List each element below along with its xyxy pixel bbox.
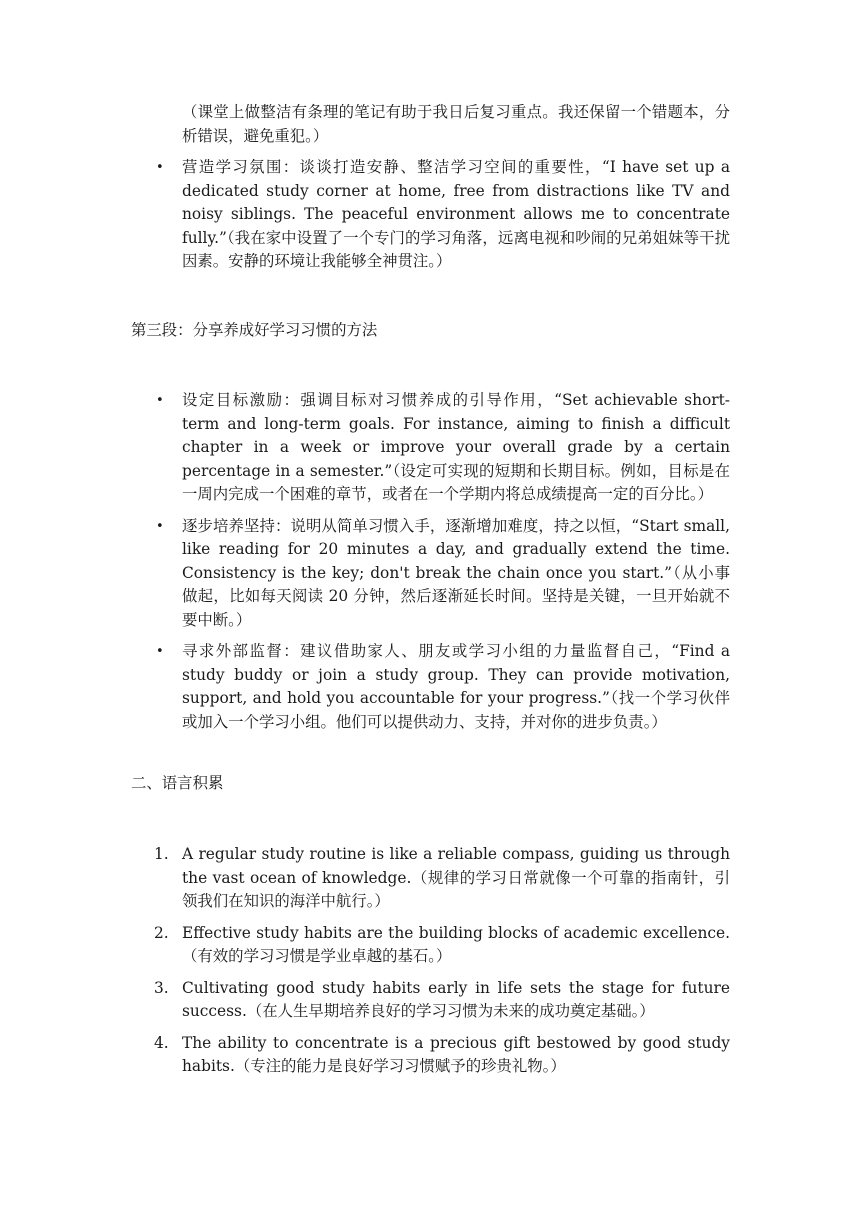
section-heading-language: 二、语言积累 bbox=[131, 774, 224, 792]
intro-note: （课堂上做整洁有条理的笔记有助于我日后复习重点。我还保留一个错题本，分析错误，避免重犯。） bbox=[182, 103, 730, 145]
numbered-item bbox=[154, 843, 730, 914]
bullet-list-methods bbox=[182, 389, 730, 742]
numbered-item bbox=[154, 1032, 730, 1079]
list-marker: 4. bbox=[154, 1033, 169, 1052]
list-marker: 3. bbox=[154, 978, 169, 997]
list-item-text: A regular study routine is like a reliable compass, guiding us through the vast ocean of knowledge.（规律的学习日常就像一个可靠的指南针，引领我们在知识的海洋中航行。） bbox=[182, 845, 730, 910]
section-heading-para3: 第三段：分享养成好学习习惯的方法 bbox=[131, 321, 378, 339]
list-item: • 设定目标激励：强调目标对习惯养成的引导作用，“Set achievable short-term and long-term goals. For instance, aiming to finish a difficult chapter in a week or improve your overall grade by a certain percentage in a semester.”（设定可实现的短期和长期目标。例如，目标是在一周内完成一个困难的章节，或者在一个学期内将总成绩提高一定的百分比。） bbox=[182, 389, 730, 507]
list-item: • 寻求外部监督：建议借助家人、朋友或学习小组的力量监督自己，“Find a study buddy or join a study group. They can provide motivation, support, and hold you accountable for your progress.”（找一个学习伙伴或加入一个学习小组。他们可以提供动力、支持，并对你的进步负责。） bbox=[182, 640, 730, 734]
list-item: • 营造学习氛围：谈谈打造安静、整洁学习空间的重要性，“I have set up a dedicated study corner at home, free from distractions like TV and noisy siblings. The peaceful environment allows me to concentrate fully.”（我在家中设置了一个专门的学习角落，远离电视和吵闹的兄弟姐妹等干扰因素。安静的环境让我能够全神贯注。） bbox=[182, 156, 730, 274]
numbered-list-phrases bbox=[154, 843, 730, 1087]
list-item-text: Cultivating good study habits early in life sets the stage for future success.（在人生早期培养良好的学习习惯为未来的成功奠定基础。） bbox=[182, 978, 730, 1020]
list-item: • 逐步培养坚持：说明从简单习惯入手，逐渐增加难度，持之以恒，“Start small, like reading for 20 minutes a day, and gradually extend the time. Consistency is the key; don't break the chain once you start.”（从小事做起，比如每天阅读 20 分钟，然后逐渐延长时间。坚持是关键，一旦开始就不要中断。） bbox=[182, 515, 730, 633]
numbered-item bbox=[154, 922, 730, 969]
list-item-text: Effective study habits are the building blocks of academic excellence.（有效的学习习惯是学业卓越的基石。） bbox=[182, 923, 730, 965]
numbered-item bbox=[154, 977, 730, 1024]
list-item-text: The ability to concentrate is a precious gift bestowed by good study habits.（专注的能力是良好学习习惯赋予的珍贵礼物。） bbox=[182, 1033, 730, 1075]
bullet-list-top bbox=[182, 156, 730, 282]
list-marker: 1. bbox=[154, 845, 169, 863]
list-marker: 2. bbox=[154, 923, 169, 942]
